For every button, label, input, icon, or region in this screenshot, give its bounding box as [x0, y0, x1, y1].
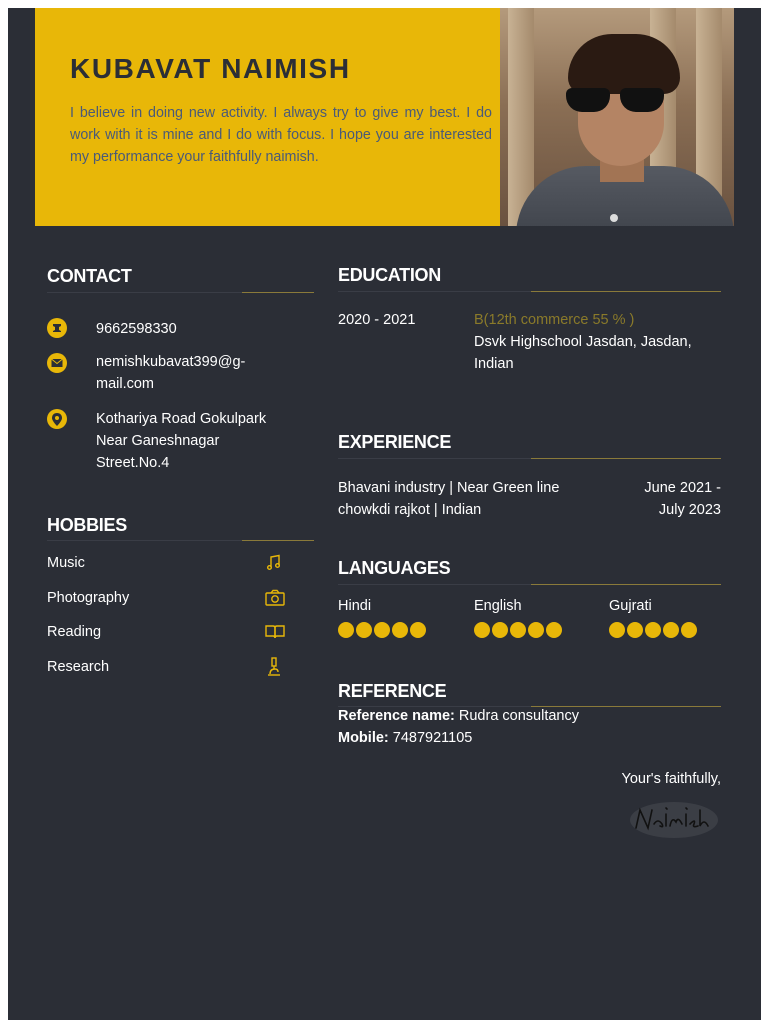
- rating-dot: [528, 622, 544, 638]
- candidate-name: KUBAVAT NAIMISH: [70, 53, 351, 84]
- contact-address: [47, 409, 267, 471]
- rating-dot: [338, 622, 354, 638]
- phone-icon: [47, 318, 67, 338]
- contact-email-text: nemishkubavat399@g- mail.com: [96, 354, 246, 392]
- contact-phone: [47, 318, 177, 338]
- reference-mobile: [338, 730, 472, 746]
- language-gujrati-rating: [609, 622, 697, 638]
- microscope-icon: [265, 657, 285, 677]
- experience-company: Bhavani industry | Near Green line chowkdi rajkot | Indian: [338, 480, 560, 518]
- profile-photo: [500, 8, 734, 226]
- education-title: EDUCATION: [338, 265, 441, 285]
- rating-dot: [510, 622, 526, 638]
- contact-title: CONTACT: [47, 266, 132, 286]
- rating-dot: [546, 622, 562, 638]
- rating-dot: [663, 622, 679, 638]
- music-note-icon: [265, 554, 285, 574]
- rating-dot: [645, 622, 661, 638]
- rating-dot: [374, 622, 390, 638]
- education-school: Dsvk Highschool Jasdan, Jasdan, Indian: [474, 334, 692, 372]
- camera-icon: [265, 589, 285, 609]
- reference-mobile-label: Mobile:: [338, 730, 389, 746]
- rating-dot: [410, 622, 426, 638]
- rating-dot: [627, 622, 643, 638]
- language-english: English: [474, 598, 522, 614]
- rating-dot: [392, 622, 408, 638]
- hobby-research: Research: [47, 659, 110, 675]
- languages-title: LANGUAGES: [338, 558, 451, 578]
- reference-mobile-value: 7487921105: [392, 730, 473, 746]
- language-english-rating: [474, 622, 562, 638]
- sunglasses-icon: [566, 88, 664, 112]
- reference-name-label: Reference name:: [338, 708, 455, 724]
- rating-dot: [356, 622, 372, 638]
- education-degree: B(12th commerce 55 % ): [474, 312, 635, 328]
- closing-text: Your's faithfully,: [621, 771, 721, 787]
- education-years: 2020 - 2021: [338, 312, 416, 328]
- rating-dot: [609, 622, 625, 638]
- language-gujrati: Gujrati: [609, 598, 652, 614]
- contact-phone-text: 9662598330: [96, 321, 177, 337]
- reference-name: [338, 708, 579, 724]
- reference-name-value: Rudra consultancy: [458, 708, 579, 724]
- signature-image: [630, 796, 722, 840]
- rating-dot: [492, 622, 508, 638]
- experience-title: EXPERIENCE: [338, 432, 452, 452]
- location-pin-icon: [47, 409, 67, 429]
- languages-divider: [531, 584, 721, 585]
- education-divider: [531, 291, 721, 292]
- contact-divider: [242, 292, 314, 293]
- reference-title: REFERENCE: [338, 681, 447, 701]
- language-hindi-rating: [338, 622, 426, 638]
- experience-divider: [531, 458, 721, 459]
- book-icon: [265, 623, 285, 643]
- reference-divider: [531, 706, 721, 707]
- rating-dot: [681, 622, 697, 638]
- hobby-photography: Photography: [47, 590, 130, 606]
- experience-dates: June 2021 - July 2023: [644, 480, 721, 518]
- hobby-reading: Reading: [47, 624, 102, 640]
- contact-email: [47, 353, 246, 392]
- hobby-music: Music: [47, 555, 85, 571]
- hobbies-title: HOBBIES: [47, 515, 127, 535]
- intro-text: I believe in doing new activity. I always try to give my best. I do work with it is mine and I do with focus. I hope you are interested my performance your faithfully naimish.: [70, 105, 492, 165]
- mail-icon: [47, 353, 67, 373]
- rating-dot: [474, 622, 490, 638]
- language-hindi: Hindi: [338, 598, 372, 614]
- contact-address-text: Kothariya Road Gokulpark Near Ganeshnagar Street.No.4: [96, 411, 267, 471]
- hobbies-divider: [242, 540, 314, 541]
